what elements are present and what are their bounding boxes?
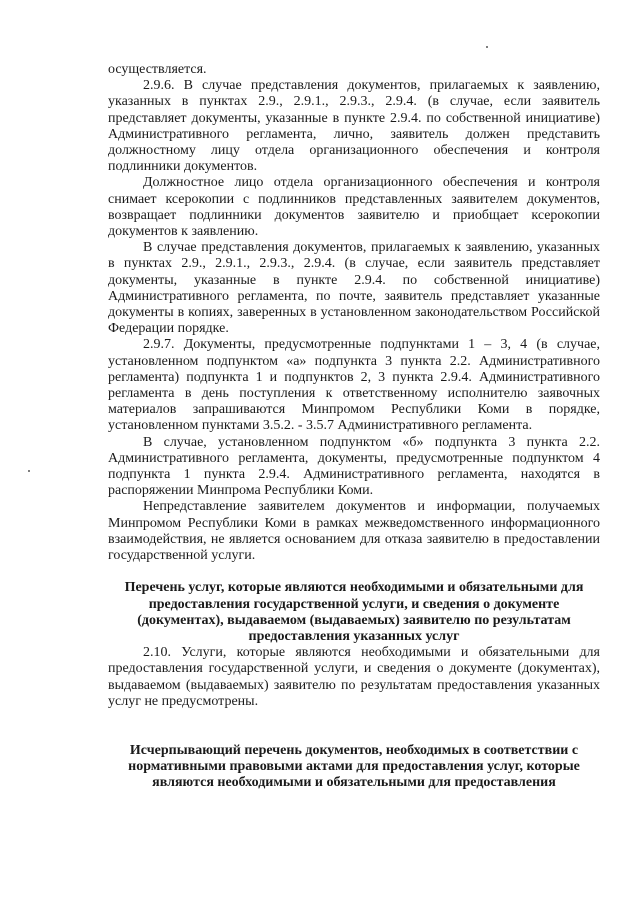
paragraph-non-submission: Непредставление заявителем документов и информации, получаемых Минпромом Республики Коми в рамках межведомственного информационного взаимодействия, не является основанием для отказа заявителю в предоставлении государственной услуги. xyxy=(108,499,600,564)
paragraph-2-9-6: 2.9.6. В случае представления документов, прилагаемых к заявлению, указанных в пунктах 2.9., 2.9.1., 2.9.3., 2.9.4. (в случае, если заявитель представляет документы, указанные в пункте 2.9.4. по собственной инициативе) Административного регламента, лично, заявитель должен представить должностному лицу отдела организационного обеспечения и контроля подлинники документов. xyxy=(108,78,600,175)
paragraph-2-9-7: 2.9.7. Документы, предусмотренные подпунктами 1 – 3, 4 (в случае, установленном подпунктом «а» подпункта 3 пункта 2.2. Административного регламента) подпункта 1 и подпунктов 2, 3 пункта 2.9.4. Административного регламента в день поступления к ответственному исполнителю заявочных материалов запрашиваются Минпромом Республики Коми в порядке, установленном пунктами 3.5.2. - 3.5.7 Административного регламента. xyxy=(108,337,600,434)
paragraph-2-10: 2.10. Услуги, которые являются необходимыми и обязательными для предоставления государственной услуги, и сведения о документе (документах), выдаваемом (выдаваемых) заявителю по результатам предоставления указанных услуг не предусмотрены. xyxy=(108,645,600,709)
paragraph-by-mail: В случае представления документов, прилагаемых к заявлению, указанных в пунктах 2.9., 2.9.1., 2.9.3., 2.9.4. (в случае, если заявитель представляет документы, указанные в пункте 2.9.4. по собственной инициативе) Административного регламента, по почте, заявитель представляет указанные документы в копиях, заверенных в установленном законодательством Российской Федерации порядке. xyxy=(108,240,600,337)
scan-speck xyxy=(486,46,488,48)
paragraph-case-b: В случае, установленном подпунктом «б» подпункта 3 пункта 2.2. Административного регламента, документы, предусмотренные подпунктом 4 подпункта 1 пункта 2.9.4. Административного регламента, находятся в распоряжении Минпрома Республики Коми. xyxy=(108,434,600,499)
paragraph-copies: Должностное лицо отдела организационного обеспечения и контроля снимает ксерокопии с подлинников представленных заявителем документов, возвращает подлинники документов заявителю и приобщает ксерокопии документов к заявлению. xyxy=(108,175,600,240)
section-heading-next: Исчерпывающий перечень документов, необходимых в соответствии с нормативными правовыми актами для предоставления услуг, которые являются необходимыми и обязательными для предоставления xyxy=(128,742,580,791)
scan-speck xyxy=(28,470,30,472)
document-body xyxy=(108,62,600,792)
paragraph-continuation: осуществляется. xyxy=(108,62,207,77)
section-heading-2-10: Перечень услуг, которые являются необходимыми и обязательными для предоставления государственной услуги, и сведения о документе (документах), выдаваемом (выдаваемых) заявителю по результатам предоставления указанных услуг xyxy=(124,580,584,644)
